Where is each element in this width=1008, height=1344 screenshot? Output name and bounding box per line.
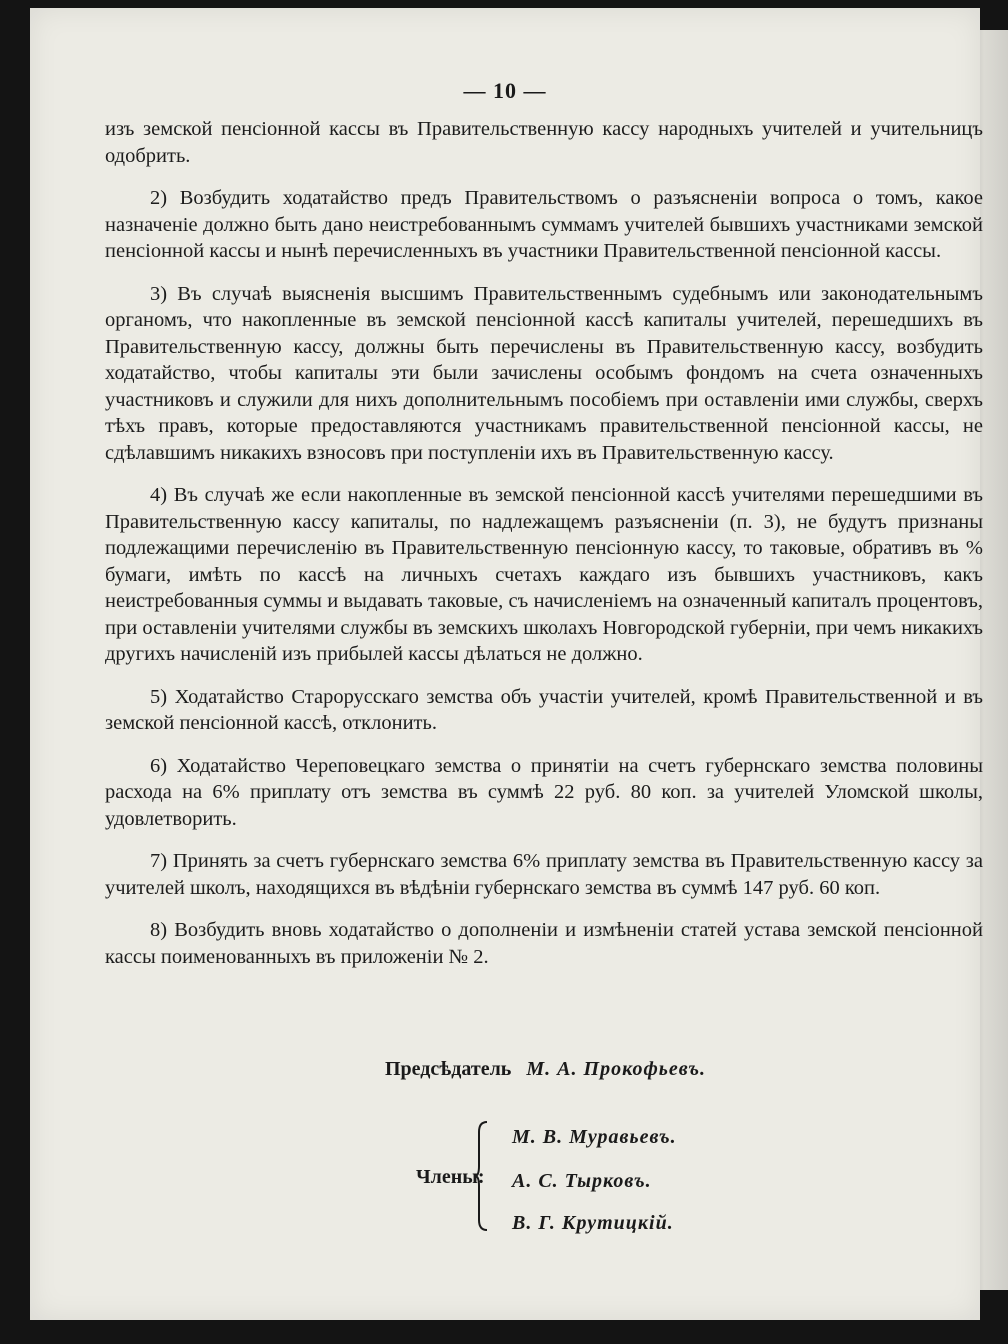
paragraph-item-8: 8) Возбудить вновь ходатайство о дополненіи и измѣненіи статей устава земской пенсіонной кассы поименованныхъ въ приложеніи № 2. [105,919,983,968]
member-name: М. В. Муравьевъ. [512,1126,677,1148]
chairman-name: М. А. Прокофьевъ. [526,1058,706,1080]
chairman-signature [385,1058,706,1081]
paragraph-item-7: 7) Принять за счетъ губернскаго земства 6% приплату земства въ Правительственную кассу за учителей школъ, находящихся въ вѣдѣніи губернскаго земства въ суммѣ 147 руб. 60 коп. [105,850,983,899]
member-name: В. Г. Крутицкій. [512,1212,674,1234]
paragraph-item-6: 6) Ходатайство Череповецкаго земства о принятіи на счетъ губернскаго земства половины расхода на 6% приплату отъ земства въ суммѣ 22 руб. 80 коп. за учителей Уломской школы, удовлетворить. [105,754,983,830]
paragraph-item-5: 5) Ходатайство Старорусскаго земства объ участіи учителей, кромѣ Правительственной и въ земской пенсіонной кассѣ, отклонить. [105,685,983,734]
members-label: Члены: [416,1166,485,1188]
document-page [30,8,983,1320]
paragraph-item-3: 3) Въ случаѣ выясненія высшимъ Правительственнымъ судебнымъ или законодательнымъ органомъ, что накопленные въ земской пенсіонной кассѣ капиталы учителей, перешедшихъ въ Правительственную кассу, должны быть перечислены въ Правительственную кассу, возбудить ходатайство, чтобы капиталы эти были зачислены особымъ фондомъ на счета означенныхъ участниковъ и служили для нихъ дополнительнымъ пособіемъ при оставленіи ими службы, сверхъ тѣхъ правъ, которые предоставляются участникамъ правительственной пенсіонной кассы, не сдѣлавшимъ никакихъ взносовъ при поступленіи ихъ въ Правительственную кассу. [105,282,983,464]
signature-block [30,8,980,1320]
paragraph-item-2: 2) Возбудить ходатайство предъ Правительствомъ о разъясненіи вопроса о томъ, какое назначеніе должно быть дано неистребованнымъ суммамъ учителей бывшихъ участниками земской пенсіонной кассы и нынѣ перечисленныхъ въ участники Правительственной пенсіонной кассы. [105,187,983,262]
page-number: — 10 — [463,78,547,103]
members-brace-icon [475,1120,489,1232]
paragraph-item-4: 4) Въ случаѣ же если накопленные въ земской пенсіонной кассѣ учителями перешедшими въ Правительственную кассу капиталы, по надлежащемъ разъясненіи (п. 3), не будутъ признаны подлежащими перечисленію въ Правительственную пенсіонную кассу, то таковые, обративъ въ % бумаги, имѣть по кассѣ на личныхъ счетахъ каждаго изъ бывшихъ участниковъ, какъ неистребованныя суммы и выдавать таковые, съ начисленіемъ на означенный капиталъ процентовъ, при оставленіи учителями службы въ земскихъ школахъ Новгородской губерніи, при чемъ никакихъ другихъ начисленій изъ прибылей кассы дѣлаться не должно. [105,484,983,665]
member-name: А. С. Тырковъ. [512,1170,652,1192]
chairman-title: Предсѣдатель [385,1058,512,1080]
paragraph-1-continuation: изъ земской пенсіонной кассы въ Правительственную кассу народныхъ учителей и учительницъ одобрить. [105,118,983,167]
